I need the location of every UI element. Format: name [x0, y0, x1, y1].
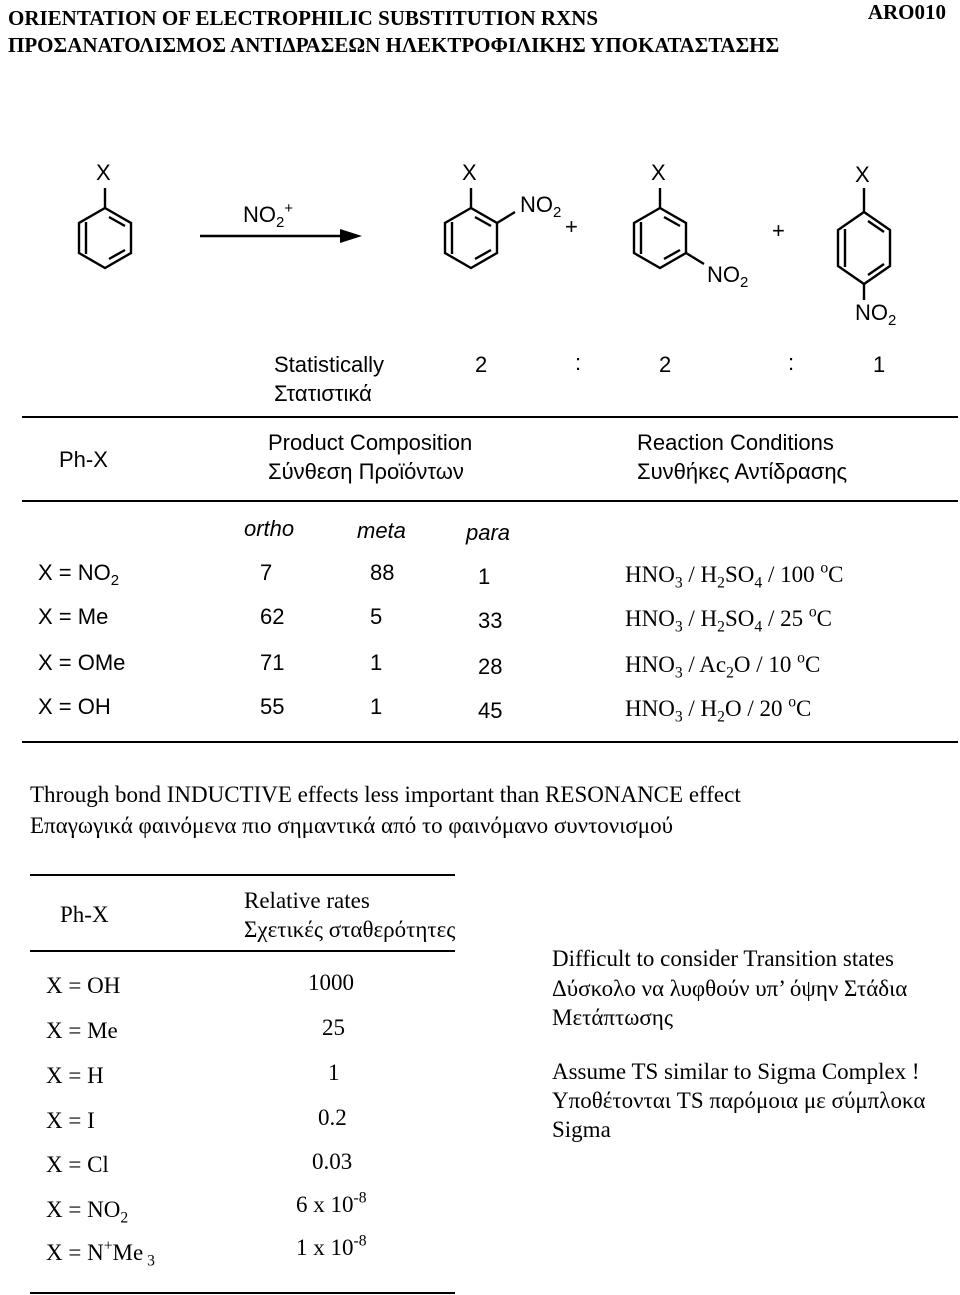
- table2-row-substituent: X = I: [46, 1108, 95, 1133]
- nitronium-label: [243, 200, 294, 232]
- table1-row-para: 45: [478, 698, 503, 723]
- table1-row-conditions: $HNO_3 / H_2SO_4 / 100$ $^o$C: [625, 559, 844, 592]
- ratio-colon-2: :: [788, 350, 795, 375]
- meta-no2-label: [707, 262, 749, 292]
- table1-bottom-rule: [22, 741, 958, 743]
- ratio-ortho: 2: [475, 352, 488, 377]
- table1-row-conditions: $HNO_3 / H_2SO_4 / 25$ $^o$C: [625, 603, 832, 636]
- table1-row-substituent: [38, 604, 108, 630]
- table2-row-substituent: $X = NO_2$: [46, 1197, 129, 1227]
- plus-sign-1: +: [565, 214, 578, 239]
- table1-row-meta: 5: [370, 604, 383, 629]
- table2-rates-header-gr: Σχετικές σταθερότητες: [244, 917, 456, 942]
- table2-top-rule: [30, 874, 455, 876]
- table1-header-rule: [22, 500, 958, 502]
- table2-phx-header: Ph-X: [60, 902, 109, 927]
- nitronium-sub: 2: [276, 214, 285, 232]
- table1-row-ortho: 7: [260, 560, 273, 585]
- plus-sign-2: +: [772, 218, 785, 243]
- table1-conditions-header-en: Reaction Conditions: [637, 430, 834, 455]
- table1-row-meta: 1: [370, 694, 383, 719]
- meta-no2-sub: 2: [740, 274, 749, 292]
- table1-row-ortho: 71: [260, 650, 285, 675]
- table1-product-header-gr: Σύνθεση Προϊόντων: [268, 459, 464, 484]
- table2-bottom-rule: [30, 1292, 455, 1294]
- table2-row-rate: 1: [328, 1060, 340, 1085]
- title-en: ORIENTATION OF ELECTROPHILIC SUBSTITUTION RXNS: [8, 6, 599, 30]
- table2-row-substituent: X = Cl: [46, 1152, 109, 1177]
- table1-row-meta: 1: [370, 650, 383, 675]
- substituent-text: X = OMe: [38, 650, 126, 675]
- title-gr: ΠΡΟΣΑΝΑΤΟΛΙΣΜΟΣ ΑΝΤΙΔΡΑΣΕΩΝ ΗΛΕΚΤΡΟΦΙΛΙΚΗΣ ΥΠΟΚΑΤΑΣΤΑΣΗΣ: [8, 33, 780, 57]
- table2-row-rate: 6 x $10^{-8}$: [296, 1189, 367, 1217]
- table2-header-rule: [30, 950, 455, 952]
- ortho-x-label: X: [462, 160, 477, 185]
- ortho-no2-sub: 2: [553, 204, 562, 222]
- ratio-colon-1: :: [575, 350, 582, 375]
- note-en: Through bond INDUCTIVE effects less important than RESONANCE effect: [30, 782, 741, 807]
- table2-row-rate: 1 x $10^{-8}$: [296, 1232, 367, 1260]
- table1-row-meta: 88: [370, 560, 395, 585]
- para-x-label: X: [855, 162, 870, 187]
- substituent-subscript: 2: [110, 572, 120, 590]
- table1-row-para: 1: [478, 564, 491, 589]
- para-no2-sub: 2: [888, 312, 897, 330]
- table1-row-para: 33: [478, 608, 503, 633]
- assume-note-en: Assume TS similar to Sigma Complex !: [552, 1059, 920, 1084]
- substituent-text: X = NO: [38, 560, 111, 585]
- table1-top-rule: [22, 416, 958, 418]
- table1-para-header: para: [466, 520, 511, 545]
- ortho-product-ring: [445, 188, 515, 268]
- difficult-note-en: Difficult to consider Transition states: [552, 946, 895, 971]
- difficult-note-gr-2: Μετάπτωσης: [552, 1005, 673, 1030]
- table1-row-substituent: [38, 694, 111, 720]
- table1-meta-header: meta: [357, 518, 406, 543]
- reactant-x-label: X: [96, 160, 111, 185]
- reactant-benzene-ring: [79, 188, 131, 268]
- ratio-meta: 2: [659, 352, 672, 377]
- table2-row-substituent: X = H: [46, 1063, 104, 1088]
- meta-product-ring: [634, 188, 704, 268]
- ortho-no2-label: [520, 192, 562, 222]
- table1-row-ortho: 55: [260, 694, 285, 719]
- table1-conditions-header-gr: Συνθήκες Αντίδρασης: [637, 459, 848, 484]
- ratio-para: 1: [873, 352, 886, 377]
- table1-phx-header: Ph-X: [59, 447, 108, 472]
- substituent-text: X = Me: [38, 604, 109, 629]
- assume-note-gr-2: Sigma: [552, 1117, 611, 1142]
- table1-row-substituent: [38, 650, 125, 676]
- table2-row-substituent: X = Me: [46, 1018, 118, 1043]
- table2-row-rate: 25: [322, 1015, 345, 1040]
- table2-row-rate: 0.03: [312, 1149, 353, 1174]
- table2-rates-header-en: Relative rates: [244, 888, 370, 913]
- table1-product-header-en: Product Composition: [268, 430, 473, 455]
- table1-row-para: 28: [478, 654, 503, 679]
- table2-row-substituent: X = OH: [46, 973, 121, 998]
- para-no2-label: [855, 300, 897, 330]
- assume-note-gr-1: Υποθέτονται TS παρόμοια με σύμπλοκα: [552, 1088, 926, 1113]
- table1-row-conditions: $HNO_3 / H_2O / 20$ $^o$C: [625, 693, 812, 726]
- para-no2-text: NO: [855, 300, 888, 325]
- reaction-scheme: [0, 0, 960, 340]
- difficult-note-gr-1: Δύσκολο να λυφθούν υπ’ όψην Στάδια: [552, 976, 908, 1001]
- note-gr: Επαγωγικά φαινόμενα πιο σημαντικά από το φαινόμανο συντονισμού: [30, 813, 674, 838]
- statistically-label-gr: Στατιστικά: [274, 381, 372, 406]
- table1-row-conditions: $HNO_3 / Ac_2O / 10$ $^o$C: [625, 649, 821, 682]
- meta-no2-text: NO: [707, 262, 740, 287]
- meta-x-label: X: [651, 160, 666, 185]
- nitronium-text: NO: [243, 202, 276, 227]
- table1-row-substituent: [38, 560, 120, 590]
- nitronium-charge: +: [284, 200, 294, 218]
- page-code: ARO010: [867, 0, 946, 24]
- table1-ortho-header: ortho: [244, 516, 295, 541]
- substituent-text: X = OH: [38, 694, 111, 719]
- table2-row-substituent: X = N+Me $_3$: [46, 1237, 155, 1270]
- table2-row-rate: 1000: [308, 970, 354, 995]
- table1-row-ortho: 62: [260, 604, 285, 629]
- table2-row-rate: 0.2: [318, 1105, 347, 1130]
- ortho-no2-text: NO: [520, 192, 553, 217]
- para-product-ring: [838, 188, 890, 300]
- statistically-label-en: Statistically: [274, 352, 385, 377]
